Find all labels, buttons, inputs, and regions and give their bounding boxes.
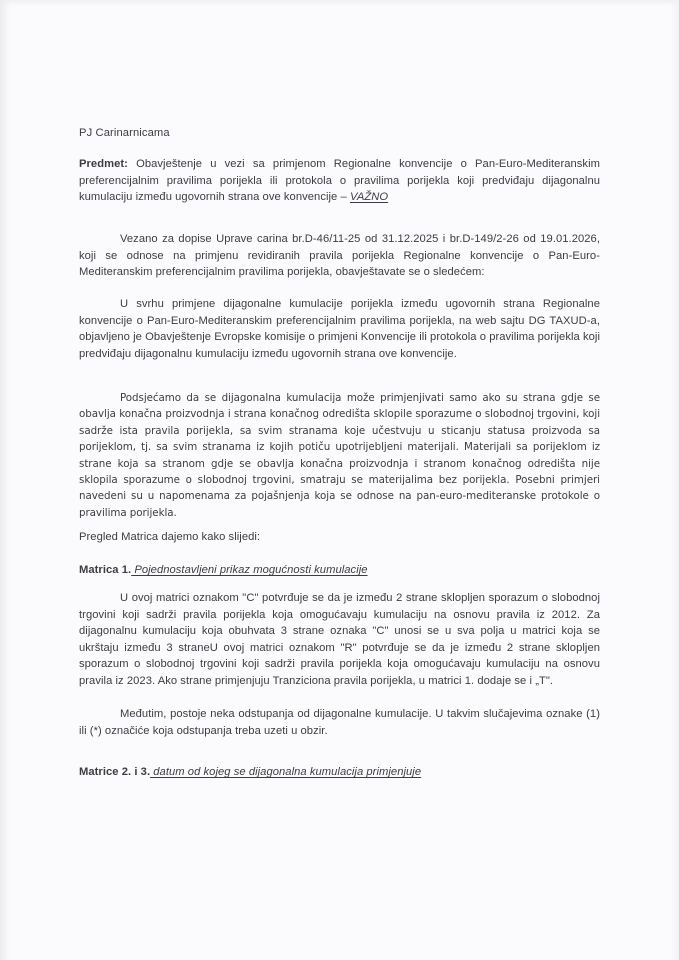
paragraph-vezano: Vezano za dopise Uprave carina br.D-46/11-25 od 31.12.2025 i br.D-149/2-26 od 19.01.2026, koji se odnose na primjenu revidiranih pravila porijekla Regionalne konvencije o Pan-Euro-Mediteranskim preferencijalnim pravilima porijekla, obavještavate se o sledećem: <box>79 233 600 279</box>
subject-label: Predmet: <box>79 158 128 170</box>
subject-text: Obavještenje u vezi sa primjenom Regionalne konvencije o Pan-Euro-Mediteranskim preferencijalnim pravilima porijekla ili protokola o pravilima porijekla koji predviđaju dijagonalnu kumulaciju između ugovornih strana ove konvencije – <box>79 158 600 204</box>
heading-matrice-2-3-label: Matrice 2. i 3. <box>79 766 151 778</box>
paragraph-u-svrhu: U svrhu primjene dijagonalne kumulacije porijekla između ugovornih strana Regionalne konvencije o Pan-Euro-Mediteranskim preferencijalnim pravilima porijekla, na web sajtu DG TAXUD-a, objavljeno je Obavještenje Evropske komisije o primjeni Konvencije ili protokola o pravilima porijekla koji predviđaju dijagonalnu kumulaciju između ugovornih strana ove konvencije. <box>79 298 600 360</box>
heading-matrica-1 <box>79 562 600 579</box>
scan-edge-top <box>0 0 679 6</box>
scan-edge-right <box>671 0 679 960</box>
paragraph-medjutim: Međutim, postoje neka odstupanja od dijagonalne kumulacije. U takvim slučajevima oznake (1) ili (*) označiće koja odstupanja treba uzeti u obzir. <box>79 708 600 737</box>
heading-matrica-1-title: Pojednostavljeni prikaz mogućnosti kumulacije <box>131 564 368 576</box>
heading-matrice-2-3 <box>79 764 600 781</box>
heading-matrice-2-3-title: datum od kojeg se dijagonalna kumulacija primjenjuje <box>150 766 422 778</box>
subject-line <box>79 156 600 206</box>
scan-edge-left <box>0 0 10 960</box>
paragraph-u-ovoj-matrici: U ovoj matrici oznakom "C" potvrđuje se da je između 2 strane sklopljen sporazum o slobodnoj trgovini koji sadrži pravila porijekla koja omogućavaju kumulaciju na osnovu pravila iz 2012. Za dijagonalnu kumulaciju koja obuhvata 3 strane oznaka "C" unosi se u sva polja u matrici koja se ukrštaju između 3 straneU ovoj matrici oznakom "R" potvrđuje se da je između 2 strane sklopljen sporazum o slobodnoj trgovini koji sadrži pravila porijekla koja omogućavaju kumulaciju na osnovu pravila iz 2023. Ako strane primjenjuju Tranziciona pravila porijekla, u matrici 1. dodaje se i „T". <box>79 592 600 687</box>
paragraph-podsjecamo: Podsjećamo da se dijagonalna kumulacija može primjenjivati samo ako su strana gdje se obavlja konačna proizvodnja i strana konačnog odredišta sklopile sporazume o slobodnoj trgovini, koji sadrže ista pravila porijekla, sa svim stranama koje učestvuju u sticanju statusa proizvoda sa porijeklom, tj. sa svim stranama iz kojih potiču upotrijebljeni materijali. Materijali sa porijeklom iz strane koja sa stranom gdje se obavlja konačna proizvodnja i stranom konačnog odredišta nije sklopila sporazume o slobodnoj trgovini, smatraju se materijalima bez porijekla. Posebni primjeri navedeni su u napomenama za pojašnjenja koja se odnose na pan-euro-mediteranske protokole o pravilima porijekla. <box>79 392 600 519</box>
paragraph-pregled-matrica: Pregled Matrica dajemo kako slijedi: <box>79 531 261 543</box>
addressee-line: PJ Carinarnicama <box>79 127 170 139</box>
subject-emphasis: VAŽNO <box>349 191 389 204</box>
heading-matrica-1-label: Matrica 1. <box>79 564 132 576</box>
